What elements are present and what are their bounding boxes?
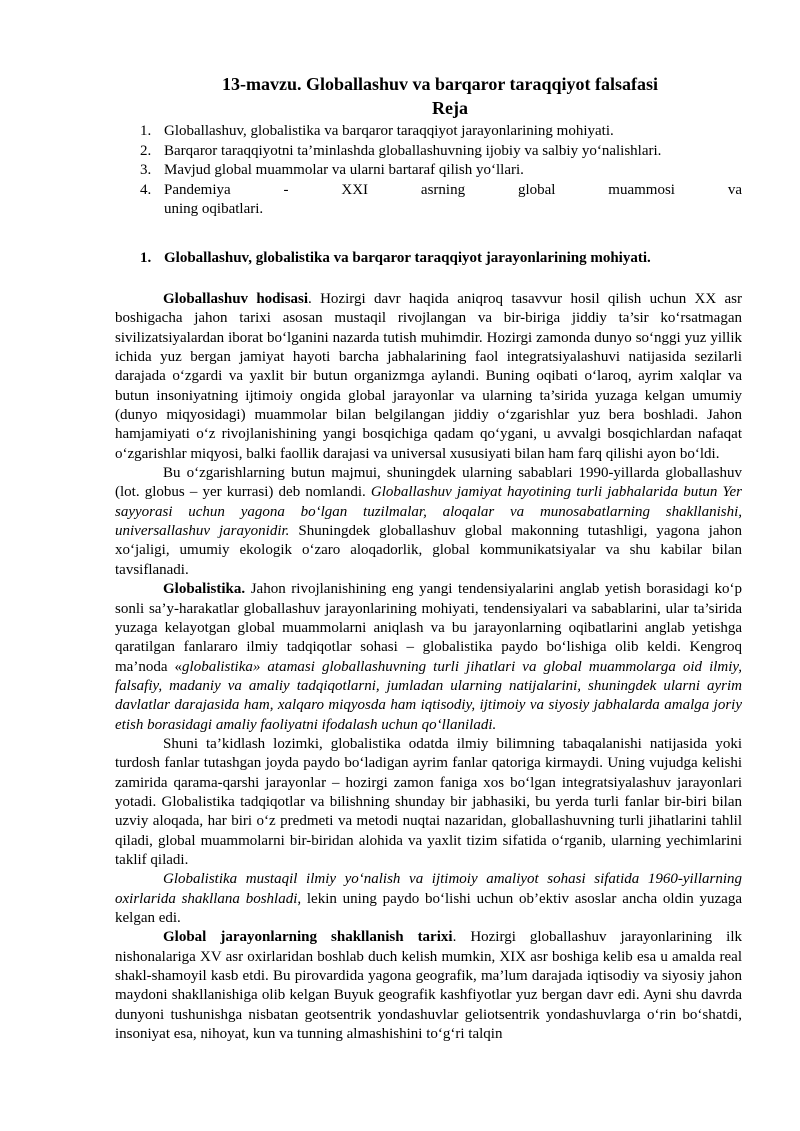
paragraph bbox=[115, 464, 742, 580]
section-heading-text: Globallashuv, globalistika va barqaror taraqqiyot jarayonlarining mohiyati. bbox=[164, 250, 651, 266]
plan-item bbox=[140, 181, 742, 220]
paragraph-definition: globalistika» atamasi globallashuvning turli jihatlari va global muammolarga oid ilmiy, falsafiy, madaniy va amaliy tadqiqotlarni, jumladan ularning natijalarini, shuningdek ularni ayrim davlatlar darajasida ham, xalqaro miqyosda ham iqtisodiy, ijtimoiy va siyosiy jabhalarda amalga joriy etish borasidagi amaliy faoliyatni ifodalash uchun qo‘llaniladi. bbox=[115, 658, 742, 733]
paragraph-text: Bu o‘zgarishlarning butun majmui, shuningdek ularning sabablari 1990-yillarda globallashuv (lot. globus – yer kurrasi) deb nomlandi. bbox=[115, 465, 742, 501]
plan-item-text: Barqaror taraqqiyotni ta’minlashda globallashuvning ijobiy va salbiy yo‘nalishlari. bbox=[164, 142, 662, 159]
plan-item-number: 4. bbox=[140, 181, 152, 198]
plan-heading: Reja bbox=[432, 98, 468, 118]
paragraph bbox=[115, 870, 742, 928]
plan-item-number: 1. bbox=[140, 123, 152, 139]
paragraph-text: Shuningdek globallashuv global makonning tutashligi, yagona jahon xo‘jaligi, umumiy ekologik o‘zaro aloqadorlik, global kommunikatsiyalar va shu kabilar bilan tavsiflanadi. bbox=[115, 523, 742, 578]
plan-item-text-continued: uning oqibatlari. bbox=[164, 201, 264, 217]
paragraph-text: Jahon rivojlanishining eng yangi tendensiyalarini anglab yetish borasidagi ko‘p sonli sa’y-harakatlar globallashuv jarayonlarining mohiyati, tendensiyalari va sabablarini, ular ta’sirida yuzaga kelayotgan global muammolarni aniqlash va bu jarayonlarning oqibatlarini anglab yetishga qaratilgan fanlararo ilmiy tadqiqotlar sohasi – globalistika paydo bo‘lishiga olib keldi. Kengroq ma’noda « bbox=[115, 581, 742, 675]
plan-item-text: Pandemiya - XXI asrning global muammosi va bbox=[164, 181, 742, 198]
paragraph bbox=[115, 928, 742, 1044]
section-heading bbox=[140, 248, 742, 268]
plan-item-number: 3. bbox=[140, 162, 152, 178]
plan-item-number: 2. bbox=[140, 142, 152, 159]
paragraph bbox=[115, 580, 742, 735]
paragraph-text: . Hozirgi davr haqida aniqroq tasavvur hosil qilish uchun XX asr boshigacha jahon tarixi asosan mustaqil rivojlangan va bir-biriga jiddiy ta’sir ko‘rsatmagan sivilizatsiyalardan iborat bo‘lganini nazarda tutish muhimdir. Hozirgi zamonda dunyo so‘nggi yuz yillik ichida yuz bergan jamiyat hayoti barcha jabhalarining faol integratsiyalashuvi natijasida sezilarli darajada o‘zgardi va yaxlit bir butun organizmga aylandi. Buning oqibati o‘laroq, ayrim xalqlar va butun insoniyatning ijtimoiy ongida global jarayonlar va ularning ta’sirida yuzaga kelgan umumiy (dunyo miqyosidagi) muammolar bilan belgilangan jiddiy o‘zgarishlar yuz bera boshladi. Jahon hamjamiyati o‘z rivojlanishining yangi bosqichiga qadam qo‘ygani, u avvalgi bosqichlardan nafaqat o‘zgarishlar miqyosi, balki faollik darajasi va universal xususiyati bilan ham farq qilishi ayon bo‘ldi. bbox=[115, 291, 742, 462]
paragraph-text: , lekin uning paydo bo‘lishi uchun ob’ektiv asoslar ancha oldin yuzaga kelgan edi. bbox=[115, 890, 743, 926]
plan-item bbox=[140, 122, 742, 142]
document-title: 13-mavzu. Globallashuv va barqaror taraqqiyot falsafasi bbox=[221, 74, 659, 94]
paragraph-text: Shuni ta’kidlash lozimki, globalistika odatda ilmiy bilimning tabaqalanishi natijasida yoki turdosh fanlar tutashgan joyda paydo bo‘ladigan ayrim fanlar qatoriga kirmaydi. Uning vujudga kelishi zamirida qarama-qarshi jarayonlar – hozirgi zamon faniga xos bo‘lgan integratsiyalashuv jarayonlari yotadi. Globalistika tadqiqotlar va bilishning shunday bir jabhasiki, bu yerda turli fanlar bir-biri bilan uzviy aloqada, har biri o‘z predmeti va metodi nuqtai nazaridan, globallashuvning turli jihatlarini tahlil qiladi, global muammolarni bir-biridan alohida va yaxlit tizim sifatida o‘rganib, ularning yechimlarini taklif qiladi. bbox=[115, 735, 742, 868]
document-body bbox=[115, 290, 742, 1044]
paragraph-lead: Global jarayonlarning shakllanish tarixi bbox=[163, 929, 453, 946]
section-number: 1. bbox=[140, 250, 152, 266]
plan-item bbox=[140, 142, 742, 162]
paragraph bbox=[115, 735, 742, 870]
paragraph-lead: Globallashuv hodisasi bbox=[163, 291, 309, 307]
paragraph-definition: Globalistika mustaqil ilmiy yo‘nalish va ijtimoiy amaliyot sohasi sifatida 1960-yillarning oxirlarida shakllana boshladi bbox=[115, 871, 742, 907]
plan-item bbox=[140, 161, 742, 181]
plan-list bbox=[140, 122, 742, 220]
paragraph-text: . Hozirgi globallashuv jarayonlarining ilk nishonalariga XV asr oxirlaridan boshlab duch kelish mumkin, XIX asr boshiga kelib esa u amalda real shakl-shamoyil kasb etdi. Bu pirovardida yagona geografik, ma’lum darajada iqtisodiy va siyosiy jahon maydoni shakllanishiga olib kelgan Buyuk geografik kashfiyotlar yuz bergan davr edi. Ayni shu davrda dunyoni tushunishga nisbatan geotsentrik yondashuvlar geliotsentrik yondashuvlarga o‘rin bo‘shatdi, insoniyat esa, nihoyat, kun va tunning almashishini to‘g‘ri talqin bbox=[115, 929, 742, 1043]
plan-item-text: Mavjud global muammolar va ularni bartaraf qilish yo‘llari. bbox=[164, 162, 524, 178]
plan-item-text: Globallashuv, globalistika va barqaror taraqqiyot jarayonlarining mohiyati. bbox=[164, 123, 614, 139]
paragraph-definition: Globallashuv jamiyat hayotining turli jabhalarida butun Yer sayyorasi uchun yagona bo‘lgan tuzilmalar, aloqalar va munosabatlarning shakllanishi, universallashuv jarayonidir. bbox=[115, 484, 742, 540]
paragraph-lead: Globalistika. bbox=[163, 581, 246, 598]
paragraph bbox=[115, 290, 742, 464]
